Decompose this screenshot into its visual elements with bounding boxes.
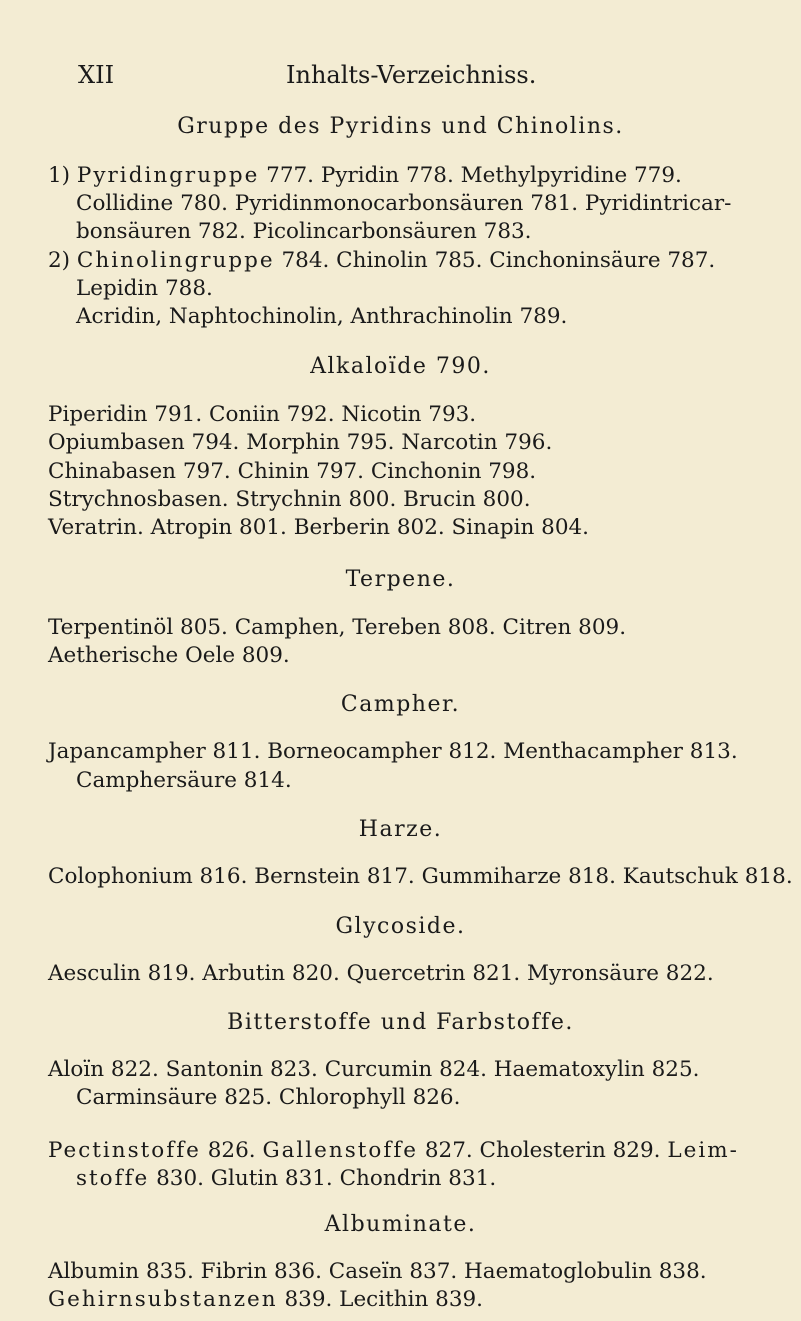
text-line: Piperidin 791. Coniin 792. Nicotin 793. xyxy=(48,402,477,427)
text-segment: 839. Lecithin 839. xyxy=(277,1287,484,1312)
text-segment: 784. Chinolin 785. Cinchoninsäure 787. xyxy=(274,248,716,273)
text-segment: 826. xyxy=(200,1138,263,1163)
text-line: Collidine 780. Pyridinmonocarbonsäuren 781. Pyridintricar- xyxy=(76,191,732,216)
group-name: Pectinstoffe xyxy=(48,1138,201,1163)
group-name: Chinolingruppe xyxy=(76,248,275,273)
section-heading-albuminate: Albuminate. xyxy=(324,1212,477,1237)
section-heading-bitterstoffe: Bitterstoffe und Farbstoffe. xyxy=(227,1010,574,1035)
text-line xyxy=(48,1137,801,1165)
text-line xyxy=(76,1165,801,1193)
group-name: Gehirnsubstanzen xyxy=(48,1287,278,1312)
text-line: Aetherische Oele 809. xyxy=(48,643,290,668)
running-title: Inhalts-Verzeichniss. xyxy=(286,61,537,89)
text-line: Veratrin. Atropin 801. Berberin 802. Sinapin 804. xyxy=(48,515,590,540)
text-line: Camphersäure 814. xyxy=(76,768,292,793)
text-segment: 777. Pyridin 778. Methylpyridine 779. xyxy=(259,163,682,188)
text-line: Japancampher 811. Borneocampher 812. Menthacampher 813. xyxy=(48,739,738,764)
text-line xyxy=(48,247,801,275)
section-heading-campher: Campher. xyxy=(340,692,461,717)
text-line: Colophonium 816. Bernstein 817. Gummiharze 818. Kautschuk 818. xyxy=(48,864,793,889)
section-heading-harze: Harze. xyxy=(358,817,443,842)
text-line: Lepidin 788. xyxy=(76,276,213,301)
section-heading-alkaloide: Alkaloïde 790. xyxy=(310,354,491,379)
section-heading-terpene: Terpene. xyxy=(345,567,456,592)
text-line: Terpentinöl 805. Camphen, Tereben 808. Citren 809. xyxy=(48,615,627,640)
group-name: stoffe xyxy=(76,1166,150,1191)
list-number: 2) xyxy=(48,248,71,273)
group-name: Gallenstoffe xyxy=(262,1138,419,1163)
text-line xyxy=(48,162,801,190)
text-line: Opiumbasen 794. Morphin 795. Narcotin 796. xyxy=(48,430,553,455)
text-segment: 830. Glutin 831. Chondrin 831. xyxy=(149,1166,497,1191)
text-line: Carminsäure 825. Chlorophyll 826. xyxy=(76,1085,461,1110)
text-line xyxy=(48,1286,801,1314)
text-line: Albumin 835. Fibrin 836. Caseïn 837. Haematoglobulin 838. xyxy=(48,1259,707,1284)
text-segment: 827. Cholesterin 829. xyxy=(418,1138,668,1163)
text-line: Aesculin 819. Arbutin 820. Quercetrin 821. Myronsäure 822. xyxy=(48,961,714,986)
text-line: Strychnosbasen. Strychnin 800. Brucin 800. xyxy=(48,487,531,512)
page-number: XII xyxy=(78,61,115,89)
text-line: Acridin, Naphtochinolin, Anthrachinolin 789. xyxy=(76,304,568,329)
section-heading-pyridine: Gruppe des Pyridins und Chinolins. xyxy=(177,114,624,139)
group-name: Pyridingruppe xyxy=(76,163,260,188)
text-line: Aloïn 822. Santonin 823. Curcumin 824. Haematoxylin 825. xyxy=(48,1057,700,1082)
group-name: Leim- xyxy=(667,1138,739,1163)
section-heading-glycoside: Glycoside. xyxy=(335,914,466,939)
list-number: 1) xyxy=(48,163,71,188)
text-line: bonsäuren 782. Picolincarbonsäuren 783. xyxy=(76,219,532,244)
text-line: Chinabasen 797. Chinin 797. Cinchonin 798. xyxy=(48,459,537,484)
